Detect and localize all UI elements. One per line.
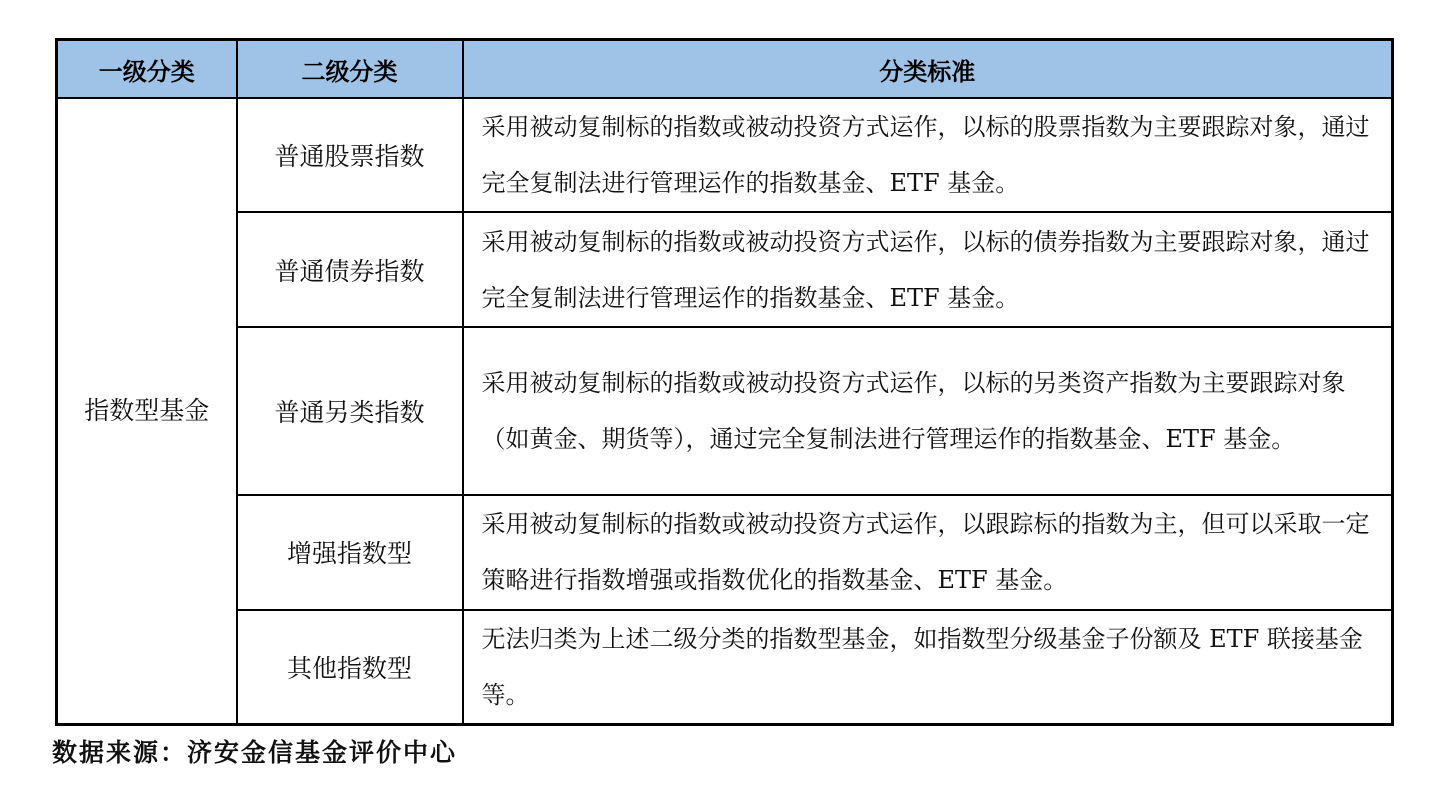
level2-category: 其他指数型: [237, 610, 463, 725]
table-row: [57, 495, 1393, 609]
header-standard: 分类标准: [463, 40, 1393, 99]
level1-category: 指数型基金: [57, 98, 237, 725]
table-row: [57, 327, 1393, 496]
fund-classification-table: [55, 38, 1394, 726]
level2-category: 普通债券指数: [237, 212, 463, 326]
data-source-note: 数据来源：济安金信基金评价中心: [52, 738, 458, 767]
level2-category: 普通股票指数: [237, 98, 463, 212]
table-row: [57, 98, 1393, 212]
classification-standard: 采用被动复制标的指数或被动投资方式运作，以标的债券指数为主要跟踪对象，通过完全复制法进行管理运作的指数基金、ETF 基金。: [463, 212, 1393, 326]
table-row: [57, 212, 1393, 326]
table-row: [57, 610, 1393, 725]
classification-standard: 无法归类为上述二级分类的指数型基金，如指数型分级基金子份额及 ETF 联接基金等。: [463, 610, 1393, 725]
classification-standard: 采用被动复制标的指数或被动投资方式运作，以跟踪标的指数为主，但可以采取一定策略进行指数增强或指数优化的指数基金、ETF 基金。: [463, 495, 1393, 609]
header-level1: 一级分类: [57, 40, 237, 99]
classification-standard: 采用被动复制标的指数或被动投资方式运作，以标的股票指数为主要跟踪对象，通过完全复制法进行管理运作的指数基金、ETF 基金。: [463, 98, 1393, 212]
header-level2: 二级分类: [237, 40, 463, 99]
level2-category: 增强指数型: [237, 495, 463, 609]
header-row: [57, 40, 1393, 99]
classification-standard: 采用被动复制标的指数或被动投资方式运作，以标的另类资产指数为主要跟踪对象（如黄金、期货等），通过完全复制法进行管理运作的指数基金、ETF 基金。: [463, 327, 1393, 496]
level2-category: 普通另类指数: [237, 327, 463, 496]
